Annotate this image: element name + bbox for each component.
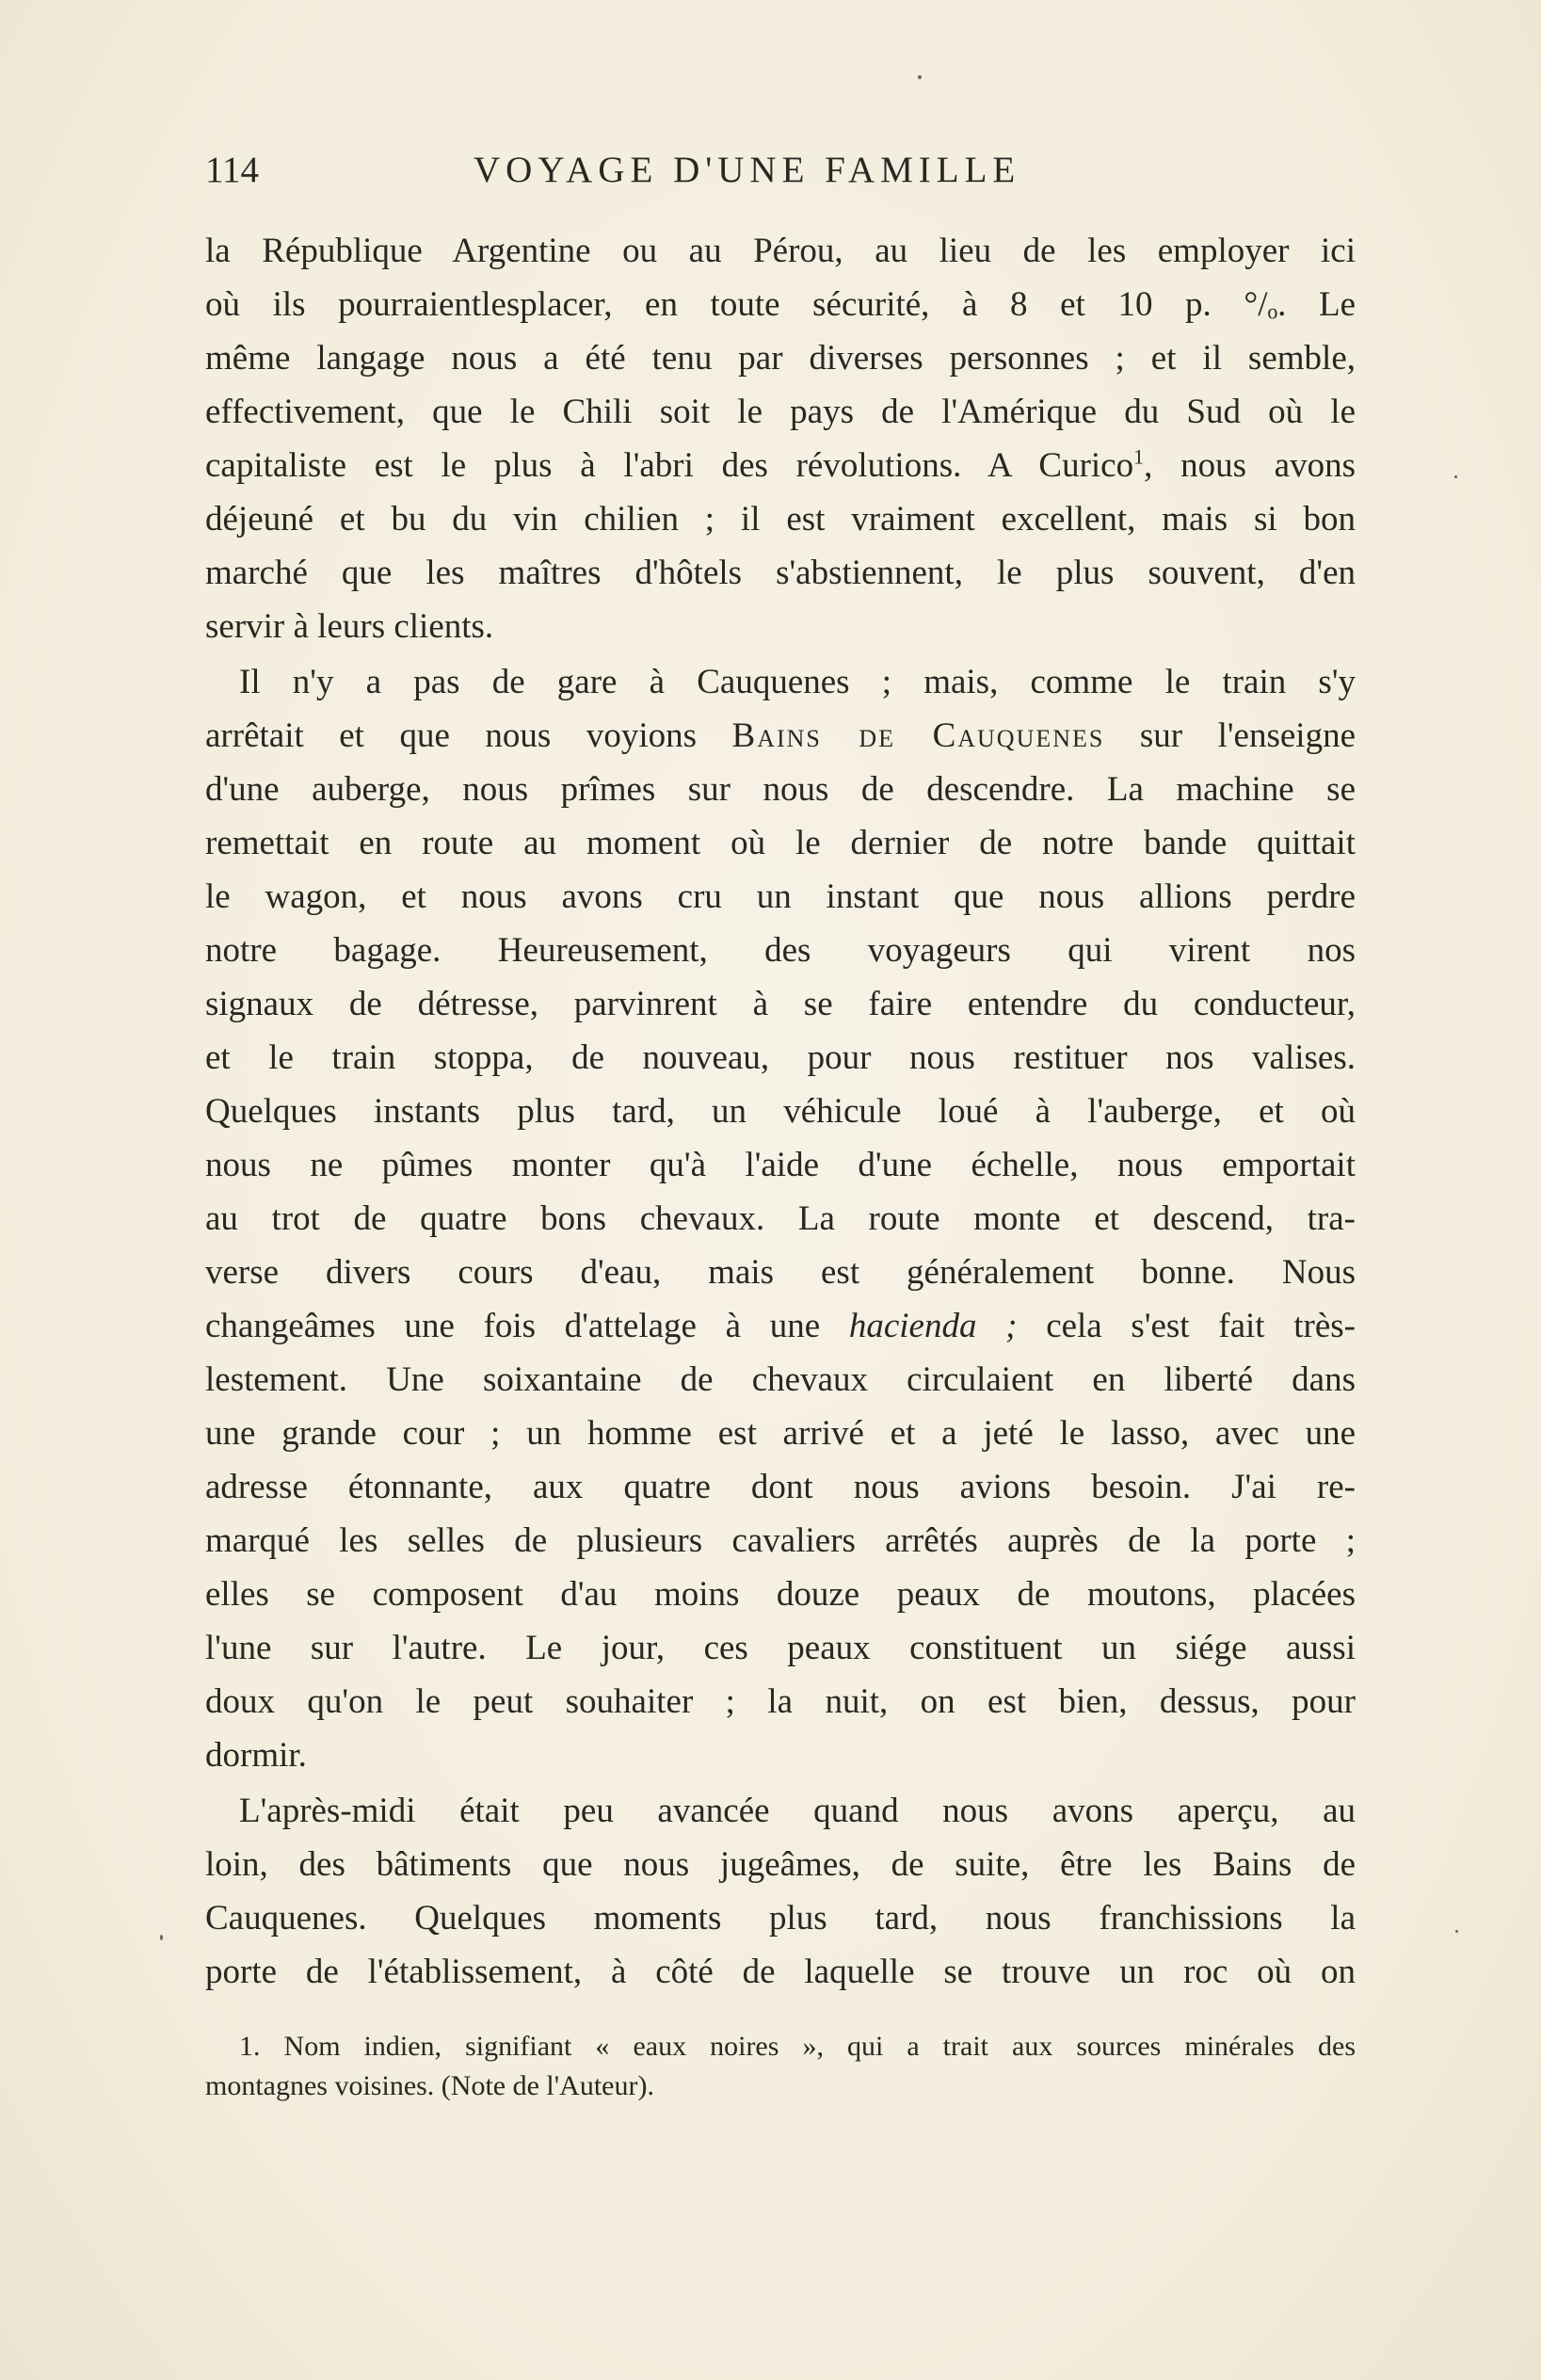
text-line: Quelques instants plus tard, un véhicule loué à l'auberge, et où (205, 1092, 1356, 1131)
text-line: L'après-midi était peu avancée quand nous avons aperçu, au (239, 1792, 1356, 1830)
text-line: où ils pourraientlesplacer, en toute sécurité, à 8 et 10 p. °/ₒ. Le (205, 285, 1356, 324)
text-line: porte de l'établissement, à côté de laquelle se trouve un roc où on (205, 1953, 1356, 1991)
text-segment: , nous avons (1144, 446, 1356, 485)
footnote-line: montagnes voisines. (Note de l'Auteur). (205, 2070, 654, 2101)
text-line: adresse étonnante, aux quatre dont nous avions besoin. J'ai re- (205, 1468, 1356, 1506)
text-segment: cela s'est fait très- (1046, 1307, 1356, 1345)
text-line: dormir. (205, 1736, 307, 1775)
footnote (205, 2027, 1356, 2106)
text-line: lestement. Une soixantaine de chevaux circulaient en liberté dans (205, 1360, 1356, 1399)
text-line: déjeuné et bu du vin chilien ; il est vraiment excellent, mais si bon (205, 500, 1356, 539)
text-line: Il n'y a pas de gare à Cauquenes ; mais, comme le train s'y (239, 663, 1356, 701)
text-segment: changeâmes une fois d'attelage à une (205, 1307, 821, 1345)
italic-text: hacienda ; (848, 1307, 1018, 1345)
text-line: nous ne pûmes monter qu'à l'aide d'une échelle, nous emportait (205, 1146, 1356, 1184)
text-line: doux qu'on le peut souhaiter ; la nuit, on est bien, dessus, pour (205, 1682, 1356, 1721)
page-header (205, 149, 1081, 196)
text-line: servir à leurs clients. (205, 607, 494, 646)
paper-speck (918, 75, 922, 79)
paper-speck (160, 1935, 163, 1940)
text-line (205, 709, 1356, 763)
text-line: loin, des bâtiments que nous jugeâmes, de suite, être les Bains de (205, 1845, 1356, 1884)
text-line: signaux de détresse, parvinrent à se faire entendre du conducteur, (205, 985, 1356, 1023)
text-line: remettait en route au moment où le dernier de notre bande quittait (205, 824, 1356, 862)
text-line: Cauquenes. Quelques moments plus tard, nous franchissions la (205, 1899, 1356, 1938)
text-line: notre bagage. Heureusement, des voyageurs qui virent nos (205, 931, 1356, 970)
footnote-line: 1. Nom indien, signifiant « eaux noires », qui a trait aux sources minérales des (239, 2031, 1356, 2062)
paper-speck (1454, 475, 1457, 478)
text-line: verse divers cours d'eau, mais est généralement bonne. Nous (205, 1253, 1356, 1292)
text-segment: capitaliste est le plus à l'abri des révolutions. A Curico (205, 446, 1134, 485)
text-line: elles se composent d'au moins douze peaux de moutons, placées (205, 1575, 1356, 1614)
page-number: 114 (205, 150, 260, 190)
text-line: même langage nous a été tenu par diverses personnes ; et il semble, (205, 339, 1356, 378)
text-line: et le train stoppa, de nouveau, pour nous restituer nos valises. (205, 1038, 1356, 1077)
text-line: d'une auberge, nous prîmes sur nous de descendre. La machine se (205, 770, 1356, 809)
smallcaps-text: Bains de Cauquenes (731, 716, 1105, 755)
text-line (205, 439, 1356, 492)
text-line: une grande cour ; un homme est arrivé et a jeté le lasso, avec une (205, 1414, 1356, 1453)
text-segment: sur l'enseigne (1139, 716, 1356, 755)
text-line: au trot de quatre bons chevaux. La route monte et descend, tra- (205, 1199, 1356, 1238)
running-title: VOYAGE D'UNE FAMILLE (474, 150, 1021, 190)
text-line: marqué les selles de plusieurs cavaliers arrêtés auprès de la porte ; (205, 1521, 1356, 1560)
text-segment: arrêtait et que nous voyions (205, 716, 698, 755)
text-line: effectivement, que le Chili soit le pays de l'Amérique du Sud où le (205, 393, 1356, 431)
text-line: marché que les maîtres d'hôtels s'abstiennent, le plus souvent, d'en (205, 554, 1356, 592)
text-line: l'une sur l'autre. Le jour, ces peaux constituent un siége aussi (205, 1629, 1356, 1667)
text-line (205, 1299, 1356, 1353)
footnote-marker: 1 (1133, 444, 1145, 469)
text-line: la République Argentine ou au Pérou, au lieu de les employer ici (205, 232, 1356, 270)
paper-speck (1455, 1930, 1458, 1933)
text-line: le wagon, et nous avons cru un instant que nous allions perdre (205, 877, 1356, 916)
body-text (205, 224, 1356, 1999)
